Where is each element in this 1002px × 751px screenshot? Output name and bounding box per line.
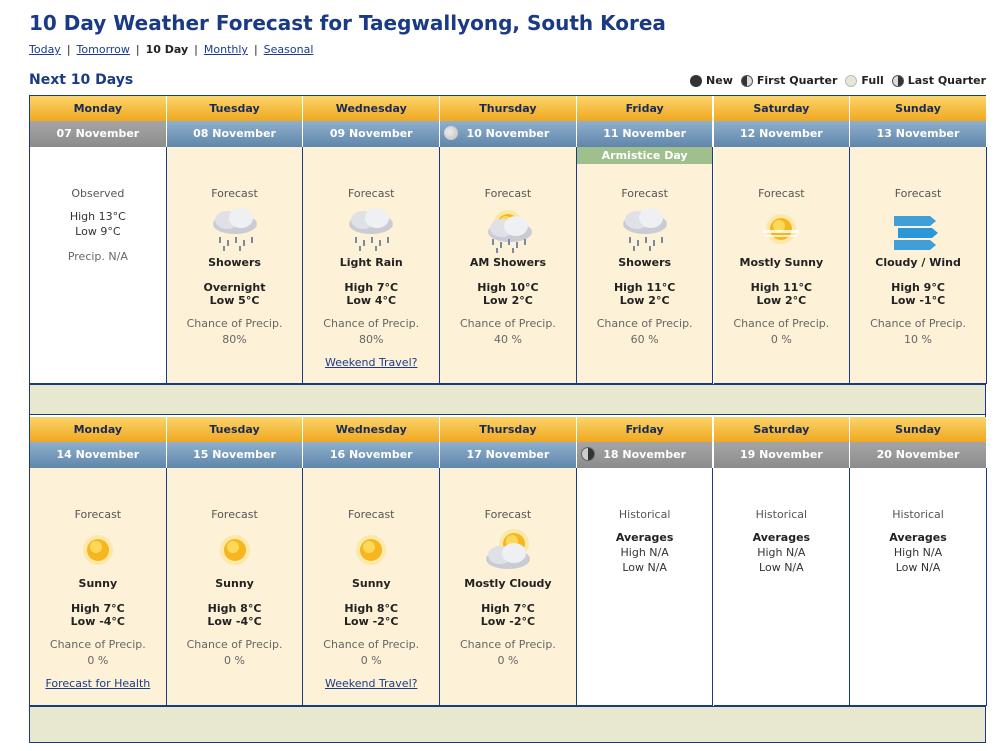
sun-icon — [205, 525, 265, 575]
high-temp: High N/A — [893, 546, 943, 559]
date-header — [577, 442, 714, 468]
forecast-label: Forecast — [347, 187, 395, 200]
day-column — [577, 417, 714, 574]
date-label: 18 November — [603, 448, 687, 461]
extra-link[interactable]: Weekend Travel? — [324, 677, 418, 690]
low-temp: Low -2°C — [344, 615, 399, 628]
chance-of-precip-value: 0 % — [360, 654, 382, 667]
first-quarter-moon-icon — [741, 75, 753, 87]
day-name: Saturday — [714, 417, 851, 442]
last-quarter-moon-icon — [892, 75, 904, 87]
date-label: 15 November — [193, 448, 276, 461]
day-body — [714, 147, 851, 384]
mostly-sunny-icon — [751, 204, 811, 254]
day-body — [440, 147, 577, 384]
day-body — [167, 147, 304, 384]
day-body — [577, 468, 714, 706]
date-header — [30, 121, 167, 147]
day-column — [303, 417, 440, 690]
day-name: Monday — [30, 96, 167, 121]
nav-seasonal[interactable]: Seasonal — [263, 43, 314, 56]
chance-of-precip-label: Chance of Precip. — [323, 317, 420, 330]
day-body — [577, 147, 714, 384]
day-body — [850, 147, 987, 384]
date-header — [850, 121, 987, 147]
condition: Cloudy / Wind — [875, 256, 961, 269]
condition: Light Rain — [339, 256, 403, 269]
rain-icon — [341, 204, 401, 254]
day-name: Sunday — [850, 417, 987, 442]
date-header — [167, 442, 304, 468]
low-temp: Low N/A — [759, 561, 804, 574]
high-temp: High 7°C — [481, 602, 535, 615]
date-label: 08 November — [193, 127, 276, 140]
legend-full: Full — [861, 74, 884, 87]
condition: AM Showers — [469, 256, 547, 269]
day-body — [440, 468, 577, 706]
nav-10-day-current: 10 Day — [145, 43, 189, 56]
wind-icon — [888, 204, 948, 254]
grid-footer — [30, 706, 985, 742]
day-column — [167, 417, 304, 667]
high-temp: High 8°C — [207, 602, 262, 615]
day-name: Saturday — [714, 96, 851, 121]
new-moon-icon — [690, 75, 702, 87]
high-temp: High 11°C — [750, 281, 813, 294]
date-label: 07 November — [56, 127, 140, 140]
sun-icon — [341, 525, 401, 575]
forecast-nav: Today | Tomorrow | 10 Day | Monthly | Seasonal — [29, 43, 314, 56]
day-body — [303, 147, 440, 384]
condition: Sunny — [351, 577, 391, 590]
date-header — [577, 121, 714, 147]
day-name: Tuesday — [167, 417, 304, 442]
averages-label: Averages — [752, 531, 811, 544]
low-temp: Low -2°C — [480, 615, 536, 628]
date-header — [440, 442, 577, 468]
high-temp: High 7°C — [70, 602, 125, 615]
forecast-label: Forecast — [347, 508, 395, 521]
chance-of-precip-value: 0 % — [87, 654, 109, 667]
date-label: 11 November — [603, 127, 687, 140]
day-column — [714, 417, 851, 574]
chance-of-precip-label: Chance of Precip. — [460, 317, 556, 330]
forecast-label: Forecast — [211, 187, 258, 200]
precip: Precip. N/A — [67, 250, 128, 263]
chance-of-precip-value: 40 % — [493, 333, 522, 346]
day-name: Friday — [577, 417, 714, 442]
showers-icon — [615, 204, 675, 254]
low-temp: Low -4°C — [70, 615, 126, 628]
forecast-label: Forecast — [484, 187, 532, 200]
chance-of-precip-label: Chance of Precip. — [186, 638, 283, 651]
chance-of-precip-label: Chance of Precip. — [323, 638, 420, 651]
historical-label: Historical — [618, 508, 671, 521]
chance-of-precip-value: 80% — [222, 333, 247, 346]
nav-today[interactable]: Today — [29, 43, 61, 56]
day-column — [440, 417, 577, 667]
high-temp: High 13°C — [69, 210, 126, 223]
forecast-label: Forecast — [894, 187, 942, 200]
low-temp: Low 9°C — [75, 225, 121, 238]
high-temp: High 9°C — [891, 281, 945, 294]
date-label: 19 November — [739, 448, 823, 461]
day-body — [30, 147, 167, 384]
date-header — [714, 442, 851, 468]
day-body — [850, 468, 987, 706]
page-title: 10 Day Weather Forecast for Taegwallyong, South Korea — [29, 11, 666, 35]
historical-label: Historical — [892, 508, 944, 521]
day-column — [714, 96, 851, 346]
sun-icon — [68, 525, 128, 575]
day-column — [440, 96, 577, 346]
date-header — [303, 442, 440, 468]
day-column — [303, 96, 440, 369]
date-label: 10 November — [466, 127, 550, 140]
day-name: Wednesday — [303, 96, 440, 121]
mostly-cloudy-icon — [478, 525, 538, 575]
low-temp: Low 2°C — [483, 294, 533, 307]
day-name: Wednesday — [303, 417, 440, 442]
condition: Mostly Cloudy — [464, 577, 552, 590]
date-label: 13 November — [876, 127, 960, 140]
legend-new: New — [706, 74, 733, 87]
forecast-label: Forecast — [74, 508, 122, 521]
high-temp: High 7°C — [344, 281, 399, 294]
date-header — [303, 121, 440, 147]
condition: Mostly Sunny — [739, 256, 824, 269]
high-temp: High N/A — [757, 546, 806, 559]
low-temp: Low 2°C — [619, 294, 670, 307]
averages-label: Averages — [615, 531, 674, 544]
full-moon-icon — [444, 126, 458, 140]
low-temp: Low 5°C — [209, 294, 260, 307]
forecast-label: Forecast — [484, 508, 532, 521]
day-name: Monday — [30, 417, 167, 442]
low-temp: Low -1°C — [890, 294, 946, 307]
day-body — [303, 468, 440, 706]
chance-of-precip-value: 0 % — [497, 654, 519, 667]
high-temp: High N/A — [620, 546, 669, 559]
showers-icon — [205, 204, 265, 254]
condition: Showers — [208, 256, 261, 269]
chance-of-precip-label: Chance of Precip. — [460, 638, 556, 651]
last-moon-icon — [581, 447, 595, 461]
date-header — [167, 121, 304, 147]
nav-tomorrow[interactable]: Tomorrow — [76, 43, 130, 56]
low-temp: Low N/A — [622, 561, 667, 574]
low-temp: Low 4°C — [346, 294, 397, 307]
chance-of-precip-label: Chance of Precip. — [870, 317, 966, 330]
extra-link[interactable]: Weekend Travel? — [324, 356, 418, 369]
date-label: 20 November — [876, 448, 960, 461]
date-header — [30, 442, 167, 468]
condition: Sunny — [78, 577, 118, 590]
low-temp: Low N/A — [895, 561, 941, 574]
forecast-label: Forecast — [621, 187, 668, 200]
day-body — [714, 468, 851, 706]
day-body — [30, 468, 167, 706]
date-label: 09 November — [329, 127, 413, 140]
chance-of-precip-value: 10 % — [904, 333, 932, 346]
day-name: Friday — [577, 96, 714, 121]
forecast-label: Forecast — [211, 508, 258, 521]
high-temp: High 10°C — [477, 281, 539, 294]
historical-label: Historical — [755, 508, 808, 521]
day-column — [30, 417, 167, 690]
date-header — [440, 121, 577, 147]
day-name: Sunday — [850, 96, 987, 121]
date-label: 16 November — [329, 448, 413, 461]
holiday-banner: Armistice Day — [577, 147, 713, 164]
day-name: Thursday — [440, 96, 577, 121]
chance-of-precip-label: Chance of Precip. — [733, 317, 830, 330]
nav-monthly[interactable]: Monthly — [203, 43, 248, 56]
date-label: 12 November — [739, 127, 823, 140]
section-title: Next 10 Days — [29, 72, 134, 88]
high-temp: High 11°C — [613, 281, 676, 294]
low-temp: Low 2°C — [756, 294, 807, 307]
extra-link[interactable]: Forecast for Health — [45, 677, 151, 690]
week-separator — [30, 384, 985, 415]
chance-of-precip-value: 0 % — [224, 654, 245, 667]
averages-label: Averages — [889, 531, 947, 544]
day-name: Thursday — [440, 417, 577, 442]
date-label: 14 November — [56, 448, 140, 461]
legend-first-quarter: First Quarter — [756, 74, 838, 87]
date-header — [714, 121, 851, 147]
date-header — [850, 442, 987, 468]
condition: Sunny — [215, 577, 254, 590]
date-label: 17 November — [466, 448, 550, 461]
high-temp: Overnight — [203, 281, 266, 294]
chance-of-precip-value: 0 % — [770, 333, 792, 346]
chance-of-precip-value: 80% — [359, 333, 384, 346]
chance-of-precip-value: 60 % — [630, 333, 659, 346]
chance-of-precip-label: Chance of Precip. — [49, 638, 146, 651]
day-column — [850, 96, 987, 346]
day-column — [30, 96, 167, 263]
high-temp: High 8°C — [344, 602, 399, 615]
legend-last-quarter: Last Quarter — [907, 74, 986, 87]
day-name: Tuesday — [167, 96, 304, 121]
sun-cloud-rain-icon — [478, 204, 538, 254]
day-column — [850, 417, 987, 574]
full-moon-icon — [845, 75, 857, 87]
observed-label: Observed — [71, 187, 125, 200]
day-column — [577, 96, 714, 346]
chance-of-precip-label: Chance of Precip. — [596, 317, 693, 330]
forecast-label: Forecast — [758, 187, 805, 200]
moon-phase-legend — [682, 74, 986, 87]
chance-of-precip-label: Chance of Precip. — [186, 317, 283, 330]
forecast-grid — [29, 95, 986, 743]
day-column — [167, 96, 304, 346]
condition: Showers — [618, 256, 672, 269]
low-temp: Low -4°C — [207, 615, 262, 628]
day-body — [167, 468, 304, 706]
